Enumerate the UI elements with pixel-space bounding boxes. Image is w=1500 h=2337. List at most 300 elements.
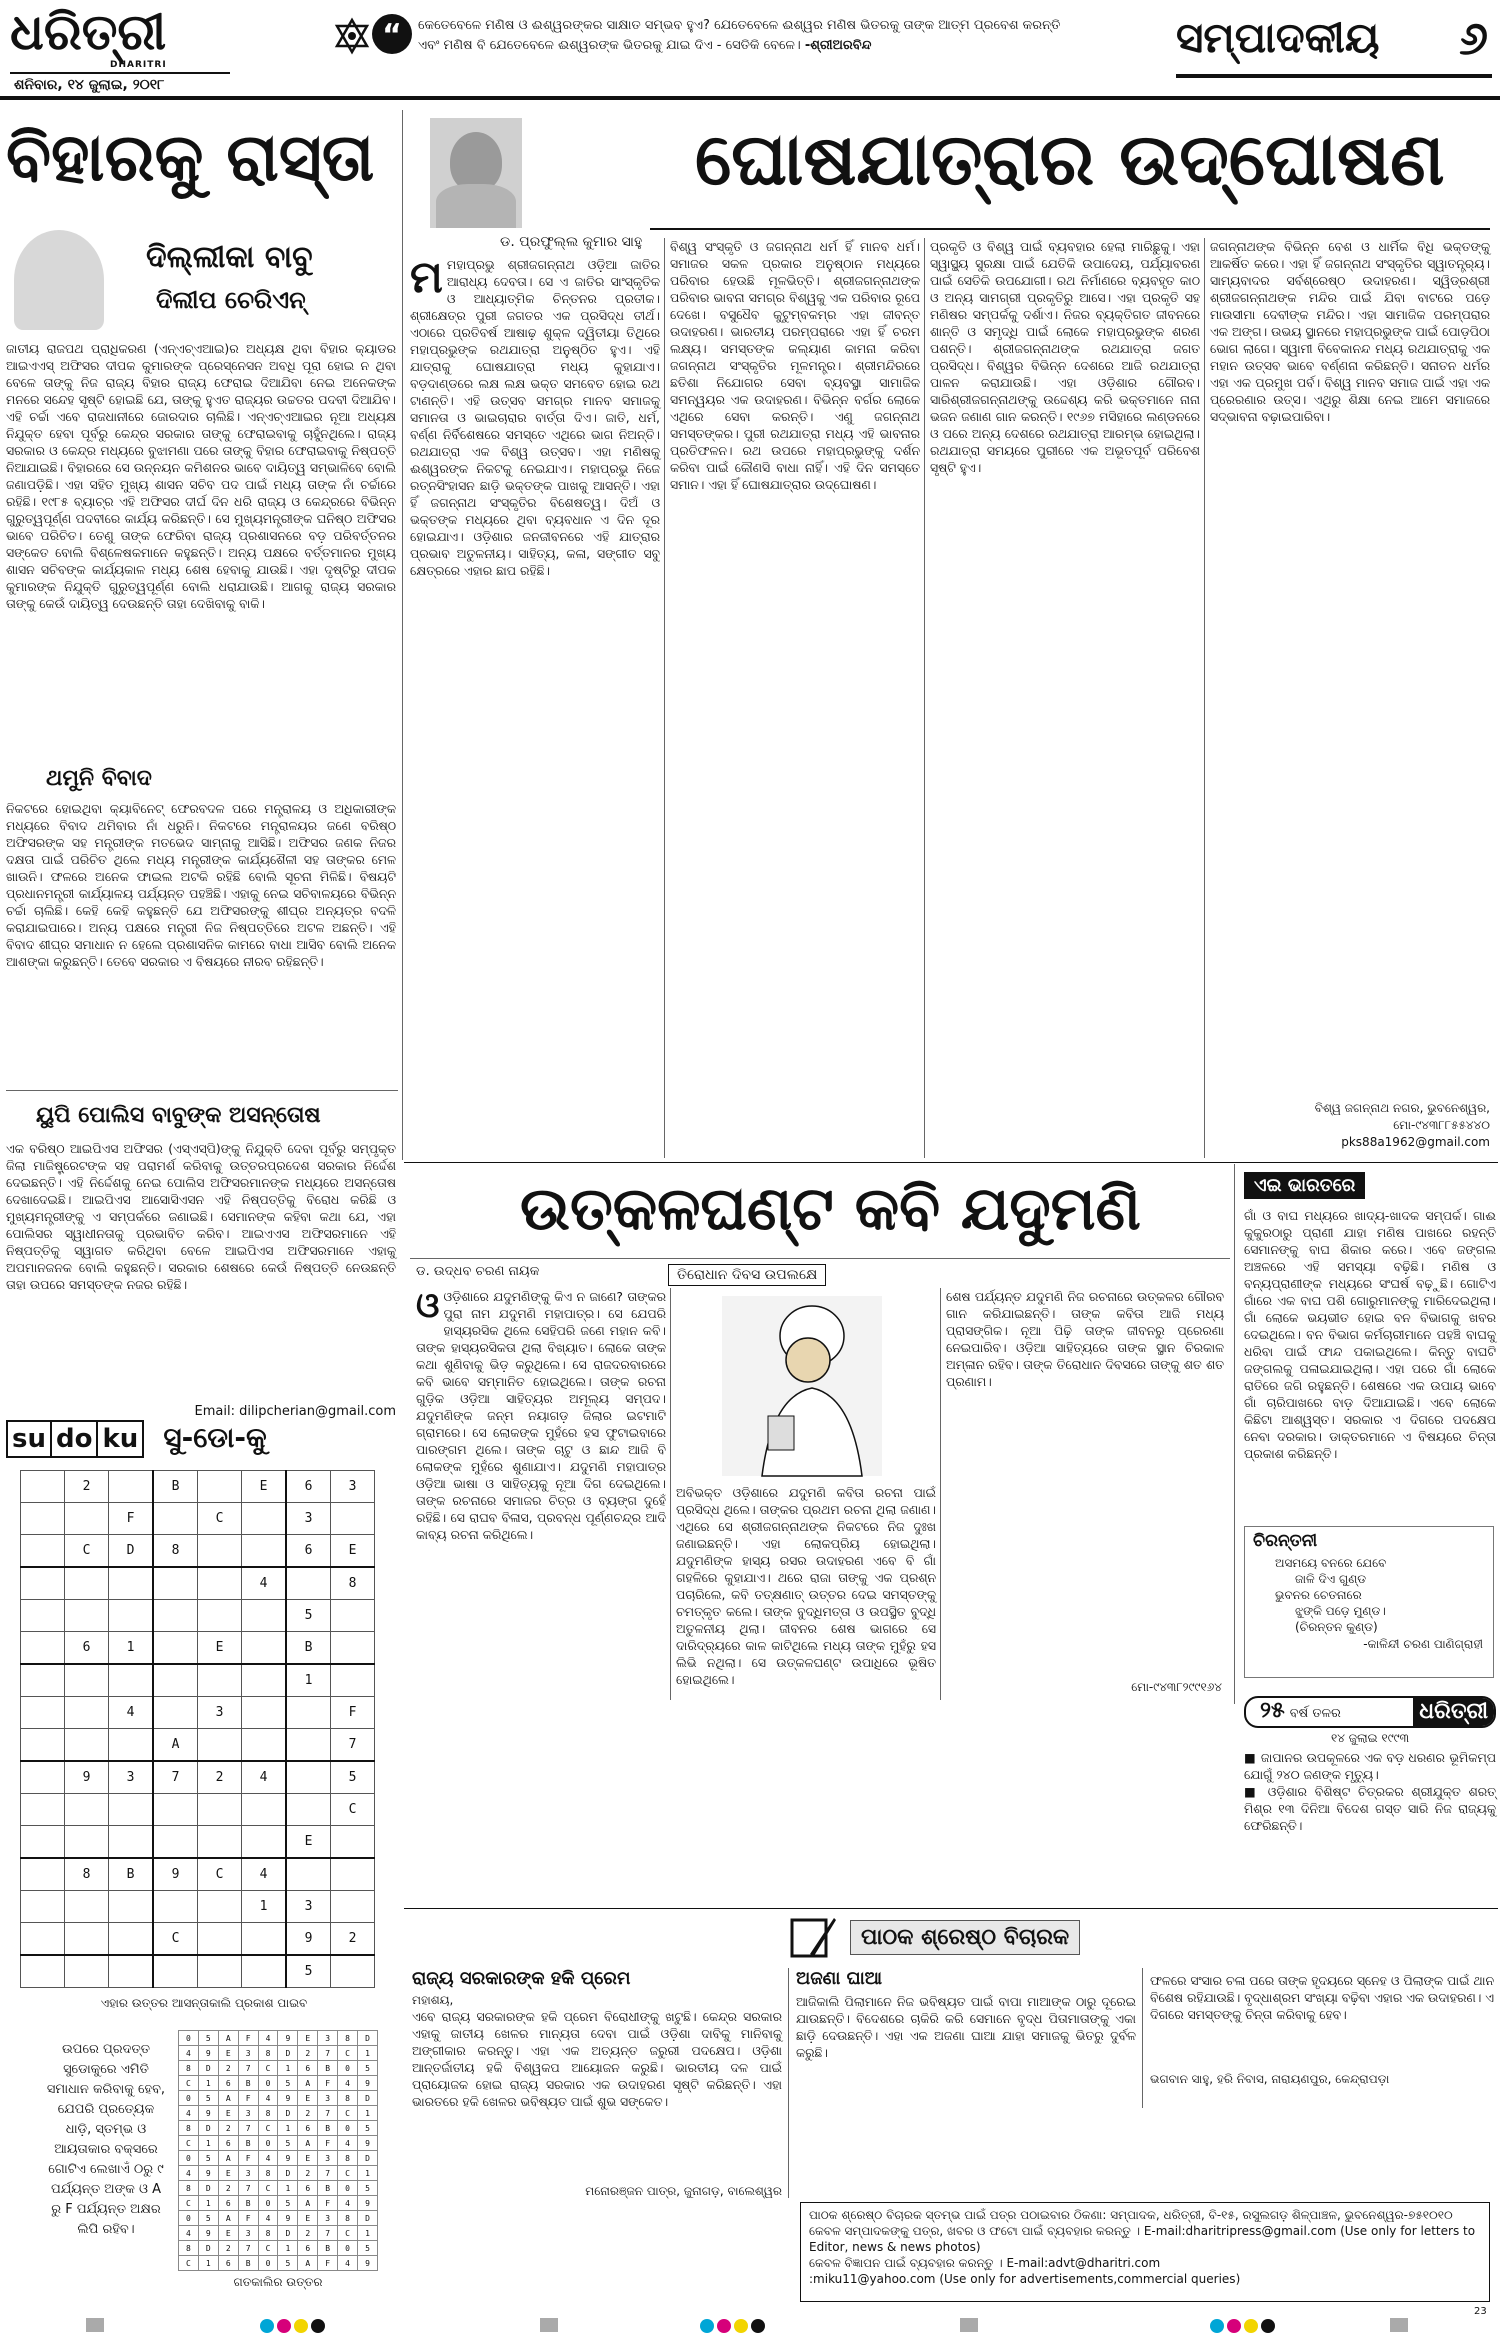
sudoku-cell[interactable]: 4: [242, 1761, 287, 1794]
main-col-b: ବିଶ୍ୱ ସଂସ୍କୃତି ଓ ଜଗନ୍ନାଥ ଧର୍ମ ହିଁ ମାନବ ଧର୍ମ। ସମାଜର ସକଳ ପ୍ରକାର ଅନୁଷ୍ଠାନ ମଧ୍ୟରେ ପରିବାର ହେଉଛି ମୂଳଭିତ୍ତି। ଶ୍ରୀଜଗନ୍ନାଥଙ୍କ ପରିବାର ଭାବନା ସମଗ୍ର ବିଶ୍ୱକୁ ଏକ ପରିବାର ରୂପେ ଦେଖେ। ବସୁଧୈବ କୁଟୁମ୍ବକମ୍‌ର ଏହା ଜୀବନ୍ତ ଉଦାହରଣ। ଭାରତୀୟ ପରମ୍ପରାରେ ଏହା ହିଁ ଚରମ ଲକ୍ଷ୍ୟ। ସମସ୍ତଙ୍କ କଲ୍ୟାଣ କାମନା କରିବା ଜଗନ୍ନାଥ ସଂସ୍କୃତିର ମୂଳମନ୍ତ୍ର। ଶ୍ରୀମନ୍ଦିରରେ ଛତିଶା ନିଯୋଗର ସେବା ବ୍ୟବସ୍ଥା ସାମାଜିକ ସମନ୍ୱୟର ଏକ ଉଦାହରଣ। ବିଭିନ୍ନ ବର୍ଗର ଲୋକେ ଏଥିରେ ସେବା କରନ୍ତି। ଏଣୁ ଜଗନ୍ନାଥ ସମସ୍ତଙ୍କର। ପୁରୀ ରଥଯାତ୍ରା ମଧ୍ୟ ଏହି ଭାବନାର ପ୍ରତିଫଳନ। ରଥ ଉପରେ ମହାପ୍ରଭୁଙ୍କୁ ଦର୍ଶନ କରିବା ପାଇଁ କୌଣସି ବାଧା ନାହିଁ। ଏହି ଦିନ ସମସ୍ତେ ସମାନ। ଏହା ହିଁ ଘୋଷଯାତ୍ରାର ଉଦ୍‌ଘୋଷଣ।: [670, 239, 920, 492]
sudoku-cell[interactable]: [65, 1503, 109, 1535]
letter-1-salute: ମହାଶୟ,: [412, 1993, 454, 2007]
headline-bihar: ବିହାରକୁ ରାସ୍ତା: [6, 119, 375, 196]
main-byline: ଡ. ପ୍ରଫୁଲ୍ଲ କୁମାର ସାହୁ: [500, 234, 643, 250]
chirantani-author: -କାଳିନ୍ଦୀ ଚରଣ ପାଣିଗ୍ରାହୀ: [1363, 1637, 1483, 1651]
sudoku-cell[interactable]: 1: [109, 1632, 154, 1665]
sudoku-cell[interactable]: [21, 1567, 65, 1600]
solution-cell: D: [198, 2121, 218, 2136]
sudoku-row: [21, 1567, 375, 1600]
sudoku-cell[interactable]: [286, 1697, 331, 1729]
sudoku-cell[interactable]: 6: [65, 1632, 109, 1665]
sudoku-row: [21, 1826, 375, 1859]
solution-cell: D: [278, 2106, 298, 2121]
sudoku-cell[interactable]: [21, 1923, 65, 1956]
sudoku-cell[interactable]: [109, 1567, 154, 1600]
sudoku-cell[interactable]: [153, 1632, 198, 1665]
solution-cell: D: [198, 2241, 218, 2256]
solution-cell: F: [238, 2211, 258, 2226]
letter-2-title: ଅଜଣା ଘାଆ: [796, 1968, 883, 1989]
sudoku-cell[interactable]: [21, 1761, 65, 1794]
letter-2: [796, 1968, 1136, 2188]
solution-row: [179, 2076, 378, 2091]
sudoku-cell[interactable]: C: [198, 1858, 242, 1891]
solution-cell: 3: [238, 2046, 258, 2061]
sudoku-cell[interactable]: [153, 1664, 198, 1697]
sudoku-cell[interactable]: [65, 1567, 109, 1600]
solution-cell: E: [298, 2151, 318, 2166]
date-bar: [10, 72, 230, 98]
solution-cell: 5: [278, 2196, 298, 2211]
sudoku-cell[interactable]: [286, 1858, 331, 1891]
sudoku-cell[interactable]: 6: [286, 1535, 331, 1568]
sudoku-cell[interactable]: [65, 1794, 109, 1826]
sudoku-cell[interactable]: [286, 1567, 331, 1600]
solution-cell: 0: [338, 2061, 358, 2076]
solution-cell: 0: [258, 2076, 278, 2091]
sudoku-row: [21, 1697, 375, 1729]
solution-cell: A: [298, 2136, 318, 2151]
sudoku-cell[interactable]: C: [65, 1535, 109, 1568]
sudoku-cell[interactable]: 5: [286, 1600, 331, 1632]
notice-email-1: କେବଳ ସମ୍ପାଦକଙ୍କୁ ପତ୍ର, ଖବର ଓ ଫଟୋ ପାଇଁ ବ୍ୟବହାର କରନ୍ତୁ । E-mail:dharitripress@gmail.com (Use only for letters to Editor, news & news photos): [809, 2224, 1476, 2254]
solution-cell: E: [218, 2226, 238, 2241]
solution-cell: 8: [338, 2211, 358, 2226]
solution-cell: 4: [179, 2226, 199, 2241]
solution-cell: A: [218, 2211, 238, 2226]
masthead: [0, 0, 1500, 95]
solution-cell: B: [238, 2256, 258, 2271]
sudoku-cell[interactable]: [331, 1858, 375, 1891]
solution-cell: 1: [198, 2136, 218, 2151]
notice-address: ପାଠକ ଶ୍ରେଷ୍ଠ ବିଚାରକ ସ୍ତମ୍ଭ ପାଇଁ ପତ୍ର ପଠାଇବାର ଠିକଣା: ସମ୍ପାଦକ, ଧରିତ୍ରୀ, ବି-୧୫, ରସୁଲଗଡ଼ ଶିଳ୍ପାଞ୍ଚଳ, ଭୁବନେଶ୍ୱର-୭୫୧୦୧୦: [809, 2208, 1453, 2222]
solution-cell: C: [338, 2166, 358, 2181]
sudoku-cell[interactable]: 3: [286, 1891, 331, 1923]
poet-headline: ଉତ୍କଳଘଣ୍ଟ କବି ଯଦୁମଣି: [520, 1174, 1141, 1244]
solution-cell: 6: [298, 2181, 318, 2196]
solution-cell: 9: [358, 2196, 378, 2211]
solution-cell: A: [298, 2256, 318, 2271]
sudoku-cell[interactable]: 4: [242, 1567, 287, 1600]
sudoku-cell[interactable]: [198, 1567, 242, 1600]
sudoku-cell[interactable]: C: [331, 1794, 375, 1826]
sudoku-cell[interactable]: 2: [65, 1471, 109, 1503]
sudoku-cell[interactable]: [242, 1826, 287, 1859]
sudoku-cell[interactable]: [242, 1697, 287, 1729]
sudoku-row: [21, 1923, 375, 1956]
solution-cell: 1: [278, 2241, 298, 2256]
sudoku-title-ku: ku: [98, 1420, 144, 1458]
sudoku-cell[interactable]: [21, 1858, 65, 1891]
solution-cell: 8: [179, 2181, 199, 2196]
solution-cell: 5: [198, 2091, 218, 2106]
solution-cell: 6: [218, 2136, 238, 2151]
sudoku-cell[interactable]: 1: [242, 1891, 287, 1923]
sudoku-title-odia: ସୁ-ଡୋ-କୁ: [163, 1421, 267, 1454]
solution-cell: 1: [358, 2226, 378, 2241]
years-ago-num: ୨୫: [1260, 1698, 1285, 1723]
solution-cell: D: [278, 2046, 298, 2061]
solution-cell: E: [218, 2046, 238, 2061]
sudoku-cell[interactable]: [21, 1794, 65, 1826]
registration-bar: [0, 2318, 1500, 2334]
sudoku-cell[interactable]: C: [153, 1923, 198, 1956]
years-ago-item-2: ■ ଓଡ଼ିଶାର ବିଶିଷ୍ଟ ଚିତ୍ରକର ଶ୍ରୀଯୁକ୍ତ ଶରତ୍ ମିଶ୍ର ୧୩ ଦିନିଆ ବିଦେଶ ଗସ୍ତ ସାରି ନିଜ ରାଜ୍ୟକୁ ଫେରିଛନ୍ତି।: [1244, 1784, 1496, 1833]
sudoku-cell[interactable]: [21, 1600, 65, 1632]
subhead-up-police: ୟୁପି ପୋଲିସ ବାବୁଙ୍କ ଅସନ୍ତୋଷ: [36, 1103, 321, 1128]
notice-email-3: :miku11@yahoo.com (Use only for advertisements,commercial queries): [809, 2272, 1241, 2286]
sudoku-cell[interactable]: 9: [286, 1923, 331, 1956]
sudoku-cell[interactable]: [242, 1600, 287, 1632]
sudoku-cell[interactable]: [331, 1955, 375, 1988]
sudoku-cell[interactable]: F: [109, 1503, 154, 1535]
sudoku-solution: [178, 2030, 378, 2289]
solution-cell: 0: [258, 2256, 278, 2271]
reader-title: ପାଠକ ଶ୍ରେଷ୍ଠ ବିଚାରକ: [850, 1920, 1080, 1955]
sudoku-cell[interactable]: [65, 1600, 109, 1632]
gray-patch-1: [86, 2318, 104, 2332]
sudoku-cell[interactable]: [242, 1794, 287, 1826]
sudoku-cell[interactable]: [331, 1632, 375, 1665]
sudoku-cell[interactable]: [109, 1729, 154, 1762]
sudoku-cell[interactable]: [109, 1923, 154, 1956]
sudoku-cell[interactable]: 7: [331, 1729, 375, 1762]
sudoku-cell[interactable]: B: [153, 1471, 198, 1503]
sudoku-cell[interactable]: [242, 1632, 287, 1665]
solution-cell: 6: [298, 2241, 318, 2256]
sudoku-cell[interactable]: D: [109, 1535, 154, 1568]
sudoku-cell[interactable]: 9: [65, 1761, 109, 1794]
solution-row: [179, 2031, 378, 2046]
solution-cell: A: [298, 2196, 318, 2211]
solution-cell: 0: [338, 2181, 358, 2196]
solution-cell: 0: [179, 2151, 199, 2166]
sudoku-cell[interactable]: [153, 1891, 198, 1923]
section-title: ସମ୍ପାଦକୀୟ: [1176, 13, 1380, 62]
sudoku-cell[interactable]: B: [109, 1858, 154, 1891]
sudoku-cell[interactable]: [153, 1794, 198, 1826]
sudoku-cell[interactable]: 2: [331, 1923, 375, 1956]
main-col-a: ମ ମହାପ୍ରଭୁ ଶ୍ରୀଜଗନ୍ନାଥ ଓଡ଼ିଆ ଜାତିର ଆରାଧ୍ୟ ଦେବତା। ସେ ଏ ଜାତିର ସାଂସ୍କୃତିକ ଓ ଆଧ୍ୟାତ୍ମିକ ଚିନ୍ତନର ପ୍ରତୀକ। ଶ୍ରୀକ୍ଷେତ୍ର ପୁରୀ ଜଗତର ଏକ ପ୍ରସିଦ୍ଧ ତୀର୍ଥ। ଏଠାରେ ପ୍ରତିବର୍ଷ ଆଷାଢ଼ ଶୁକ୍ଳ ଦ୍ୱିତୀୟା ତିଥିରେ ମହାପ୍ରଭୁଙ୍କ ରଥଯାତ୍ରା ଅନୁଷ୍ଠିତ ହୁଏ। ଏହି ଯାତ୍ରାକୁ ଘୋଷଯାତ୍ରା ମଧ୍ୟ କୁହାଯାଏ। ବଡ଼ଦାଣ୍ଡରେ ଲକ୍ଷ ଲକ୍ଷ ଭକ୍ତ ସମବେତ ହୋଇ ରଥ ଟାଣନ୍ତି। ଏହି ଉତ୍ସବ ସମଗ୍ର ମାନବ ସମାଜକୁ ସମାନତା ଓ ଭାଇଚାରାର ବାର୍ତ୍ତା ଦିଏ। ଜାତି, ଧର୍ମ, ବର୍ଣ୍ଣ ନିର୍ବିଶେଷରେ ସମସ୍ତେ ଏଥିରେ ଭାଗ ନିଅନ୍ତି। ରଥଯାତ୍ରା ଏକ ବିଶ୍ୱ ଉତ୍ସବ। ଏହା ମଣିଷକୁ ଈଶ୍ୱରଙ୍କ ନିକଟକୁ ନେଇଯାଏ। ମହାପ୍ରଭୁ ନିଜେ ରତ୍ନସିଂହାସନ ଛାଡ଼ି ଭକ୍ତଙ୍କ ପାଖକୁ ଆସନ୍ତି। ଏହା ହିଁ ଜଗନ୍ନାଥ ସଂସ୍କୃତିର ବିଶେଷତ୍ୱ। ଦିଅଁ ଓ ଭକ୍ତଙ୍କ ମଧ୍ୟରେ ଥିବା ବ୍ୟବଧାନ ଏ ଦିନ ଦୂର ହୋଇଯାଏ। ଓଡ଼ିଶାର ଜନଜୀବନରେ ଏହି ଯାତ୍ରାର ପ୍ରଭାବ ଅତୁଳନୀୟ। ସାହିତ୍ୟ, କଳା, ସଙ୍ଗୀତ ସବୁ କ୍ଷେତ୍ରରେ ଏହାର ଛାପ ରହିଛି।: [410, 252, 660, 578]
sudoku-cell[interactable]: [198, 1729, 242, 1762]
sudoku-cell[interactable]: [109, 1664, 154, 1697]
sudoku-cell[interactable]: [331, 1891, 375, 1923]
solution-row: [179, 2241, 378, 2256]
sudoku-cell[interactable]: [109, 1600, 154, 1632]
sudoku-cell[interactable]: [331, 1664, 375, 1697]
solution-cell: 9: [278, 2031, 298, 2046]
logo: [10, 4, 260, 68]
sudoku-cell[interactable]: 3: [331, 1471, 375, 1503]
sudoku-cell[interactable]: [198, 1664, 242, 1697]
reader-header: [790, 1912, 1150, 1966]
sudoku-cell[interactable]: [153, 1503, 198, 1535]
author-address: ବିଶ୍ୱ ଜଗନ୍ନାଥ ନଗର, ଭୁବନେଶ୍ୱର, ମୋ-୯୪୩୮୮୫୫୪୪୦ pks88a1962@gmail.com: [1314, 1101, 1490, 1149]
solution-cell: D: [358, 2151, 378, 2166]
solution-cell: 9: [198, 2226, 218, 2241]
solution-cell: 2: [298, 2226, 318, 2241]
sudoku-cell[interactable]: 3: [109, 1761, 154, 1794]
solution-row: [179, 2181, 378, 2196]
sudoku-cell[interactable]: [331, 1503, 375, 1535]
sudoku-row: [21, 1794, 375, 1826]
solution-cell: 1: [198, 2076, 218, 2091]
solution-cell: 5: [358, 2121, 378, 2136]
solution-cell: 5: [198, 2211, 218, 2226]
sudoku-cell[interactable]: [153, 1826, 198, 1859]
sudoku-cell[interactable]: [21, 1697, 65, 1729]
sudoku-cell[interactable]: [65, 1826, 109, 1859]
sudoku-cell[interactable]: [198, 1471, 242, 1503]
solution-cell: 2: [218, 2241, 238, 2256]
page-number: ୬: [1459, 11, 1488, 65]
solution-cell: 5: [278, 2076, 298, 2091]
sudoku-row: [21, 1858, 375, 1891]
letter-1-title: ରାଜ୍ୟ ସରକାରଙ୍କ ହକି ପ୍ରେମ: [412, 1968, 631, 1989]
sudoku-cell[interactable]: E: [286, 1826, 331, 1859]
solution-row: [179, 2106, 378, 2121]
sudoku-cell[interactable]: [242, 1535, 287, 1568]
solution-cell: 2: [298, 2166, 318, 2181]
solution-cell: 7: [318, 2166, 338, 2181]
ei-bharatare-text: ଗାଁ ଓ ବାଘ ମଧ୍ୟରେ ଖାଦ୍ୟ-ଖାଦକ ସମ୍ପର୍କ। ଗାଈ କୁକୁରଠାରୁ ପ୍ରାଣୀ ଯାହା ମଣିଷ ପାଖରେ ରହନ୍ତି ସେମାନଙ୍କୁ ବାଘ ଶିକାର କରେ। ଏବେ ଜଙ୍ଗଲ ଅଞ୍ଚଳରେ ଏହି ସମସ୍ୟା ବଢ଼ିଛି। ମଣିଷ ଓ ବନ୍ୟପ୍ରାଣୀଙ୍କ ମଧ୍ୟରେ ସଂଘର୍ଷ ବଢ଼ୁଛି। ଗୋଟିଏ ଗାଁରେ ଏକ ବାଘ ପଶି ଗୋରୁମାନଙ୍କୁ ମାରିଦେଇଥିଲା। ଗାଁ ଲୋକେ ଭୟଭୀତ ହୋଇ ବନ ବିଭାଗକୁ ଖବର ଦେଇଥିଲେ। ବନ ବିଭାଗ କର୍ମଚାରୀମାନେ ପହଞ୍ଚି ବାଘକୁ ଧରିବା ପାଇଁ ଫାନ୍ଦ ପକାଇଥିଲେ। କିନ୍ତୁ ବାଘଟି ଜଙ୍ଗଲକୁ ପଳାଇଯାଇଥିଲା। ଏହା ପରେ ଗାଁ ଲୋକେ ରାତିରେ ଜଗି ରହୁଛନ୍ତି। ଶେଷରେ ଏକ ଉପାୟ ଭାବେ ଗାଁ ଚାରିପାଖରେ ବାଡ଼ ଦିଆଯାଇଛି। ଏବେ ଲୋକେ କିଛିଟା ଆଶ୍ୱସ୍ତ। ସରକାର ଏ ଦିଗରେ ପଦକ୍ଷେପ ନେବା ଦରକାର। ଡାକ୍ତରମାନେ ଏ ବିଷୟରେ ଚିନ୍ତା ପ୍ରକାଶ କରିଛନ୍ତି।: [1244, 1208, 1496, 1461]
logo-sub: DHARITRI: [110, 60, 167, 70]
sudoku-cell[interactable]: 8: [65, 1858, 109, 1891]
sudoku-cell[interactable]: 1: [286, 1664, 331, 1697]
sudoku-cell[interactable]: [21, 1826, 65, 1859]
sudoku-row: [21, 1955, 375, 1988]
sudoku-cell[interactable]: 4: [109, 1697, 154, 1729]
solution-cell: F: [318, 2136, 338, 2151]
sudoku-cell[interactable]: [65, 1923, 109, 1956]
solution-cell: 8: [258, 2226, 278, 2241]
sudoku-row: [21, 1729, 375, 1762]
solution-cell: 1: [358, 2166, 378, 2181]
solution-cell: 7: [238, 2181, 258, 2196]
solution-cell: 9: [358, 2136, 378, 2151]
sudoku-cell[interactable]: [65, 1955, 109, 1988]
sudoku-cell[interactable]: [21, 1535, 65, 1568]
solution-cell: 8: [179, 2121, 199, 2136]
sudoku-cell[interactable]: 5: [286, 1955, 331, 1988]
solution-cell: A: [218, 2151, 238, 2166]
solution-cell: 2: [298, 2106, 318, 2121]
sudoku-grid: [20, 1470, 402, 1988]
solution-cell: 9: [358, 2256, 378, 2271]
page-folio: 23: [1474, 2306, 1487, 2317]
sudoku-cell[interactable]: [21, 1471, 65, 1503]
solution-cell: D: [358, 2031, 378, 2046]
gray-patch-2: [540, 2318, 558, 2332]
section-header: [1176, 8, 1492, 78]
sudoku-row: [21, 1471, 375, 1503]
sudoku-cell[interactable]: [109, 1955, 154, 1988]
notice-email-2: କେବଳ ବିଜ୍ଞାପନ ପାଇଁ ବ୍ୟବହାର କରନ୍ତୁ । E-mail:advt@dharitri.com: [809, 2256, 1161, 2270]
sudoku-cell[interactable]: [153, 1567, 198, 1600]
sudoku-cell[interactable]: [198, 1955, 242, 1988]
sudoku-cell[interactable]: [153, 1697, 198, 1729]
sudoku-cell[interactable]: [198, 1535, 242, 1568]
sudoku-cell[interactable]: E: [331, 1535, 375, 1568]
sudoku-cell[interactable]: [21, 1664, 65, 1697]
solution-cell: 5: [198, 2031, 218, 2046]
sudoku-cell[interactable]: [331, 1826, 375, 1859]
sudoku-cell[interactable]: C: [198, 1503, 242, 1535]
letter-1-body: ଏବେ ରାଜ୍ୟ ସରକାରଙ୍କ ହକି ପ୍ରେମ ବିରୋଧୀଙ୍କୁ ଖଟୁଛି। କେନ୍ଦ୍ର ସରକାର ଏହାକୁ ଜାତୀୟ ଖେଳର ମାନ୍ୟତା ଦେବା ପାଇଁ ଓଡ଼ିଶା ଦାବିକୁ ମାନିବାକୁ ଅଙ୍ଗୀକାର କରନ୍ତୁ। ଏହା ଏକ ଅତ୍ୟନ୍ତ ଜରୁରୀ ପଦକ୍ଷେପ। ଓଡ଼ିଶା ଆନ୍ତର୍ଜାତୀୟ ହକି ବିଶ୍ୱକପ ଆୟୋଜନ କରୁଛି। ଭାରତୀୟ ଦଳ ପାଇଁ ପ୍ରାୟୋଜକ ହୋଇ ରାଜ୍ୟ ସରକାର ଏକ ଉଦାହରଣ ସୃଷ୍ଟି କରିଛନ୍ତି। ଏହା ଭାରତରେ ହକି ଖେଳର ଭବିଷ୍ୟତ ପାଇଁ ଶୁଭ ସଙ୍କେତ।: [412, 2009, 782, 2109]
sudoku-cell[interactable]: [198, 1794, 242, 1826]
sudoku-cell[interactable]: [109, 1826, 154, 1859]
main-col-d: ଜଗନ୍ନାଥଙ୍କ ବିଭିନ୍ନ ବେଶ ଓ ଧାର୍ମିକ ବିଧି ଭକ୍ତଙ୍କୁ ଆକର୍ଷିତ କରେ। ଏହା ହିଁ ଜଗନ୍ନାଥ ସଂସ୍କୃତିର ସ୍ୱାତନ୍ତ୍ର୍ୟ। ସାମ୍ୟବାଦର ସର୍ବଶ୍ରେଷ୍ଠ ଉଦାହରଣ। ସ୍ୱିଡ୍ରଶ୍ରୀ ଶ୍ରୀଜଗନ୍ନାଥଙ୍କ ମନ୍ଦିର ପାଇଁ ଯିବା ବାଟରେ ପଡ଼େ ମାଉସୀମା ଦେବୀଙ୍କ ମନ୍ଦିର। ଏହା ସାମାଜିକ ପରମ୍ପରାର ଏକ ଅଙ୍ଗ। ଉଭୟ ସ୍ଥାନରେ ମହାପ୍ରଭୁଙ୍କ ପାଇଁ ପୋଡ଼ପିଠା ଭୋଗ ଲାଗେ। ସ୍ୱାମୀ ବିବେକାନନ୍ଦ ମଧ୍ୟ ରଥଯାତ୍ରାକୁ ଏକ ମହାନ ଉତ୍ସବ ଭାବେ ବର୍ଣ୍ଣନା କରିଛନ୍ତି। ସନାତନ ଧର୍ମର ଏହା ଏକ ପ୍ରମୁଖ ପର୍ବ। ବିଶ୍ୱ ମାନବ ସମାଜ ପାଇଁ ଏହା ଏକ ପ୍ରେରଣାର ଉତ୍ସ। ଏଥିରୁ ଶିକ୍ଷା ନେଇ ଆମେ ସମାଜରେ ସଦ୍‌ଭାବନା ବଢ଼ାଇପାରିବା।: [1210, 239, 1490, 424]
sudoku-cell[interactable]: [242, 1664, 287, 1697]
years-ago-date: ୧୪ ଜୁଲାଇ ୧୯୯୩: [1330, 1731, 1410, 1745]
sudoku-cell[interactable]: [21, 1955, 65, 1988]
subhead-thamuni: ଥମୁନି ବିବାଦ: [46, 766, 152, 791]
sudoku-cell[interactable]: [331, 1600, 375, 1632]
poet-col-c: ଶେଷ ପର୍ଯ୍ୟନ୍ତ ଯଦୁମଣି ନିଜ ରଚନାରେ ଉତ୍କଳର ଗୌରବ ଗାନ କରିଯାଇଛନ୍ତି। ତାଙ୍କ କବିତା ଆଜି ମଧ୍ୟ ପ୍ରାସଙ୍ଗିକ। ନୂଆ ପିଢ଼ି ତାଙ୍କ ଜୀବନରୁ ପ୍ରେରଣା ନେଇପାରିବ। ଓଡ଼ିଆ ସାହିତ୍ୟରେ ତାଙ୍କ ସ୍ଥାନ ଚିରକାଳ ଅମ୍ଳାନ ରହିବ। ତାଙ୍କ ତିରୋଧାନ ଦିବସରେ ତାଙ୍କୁ ଶତ ଶତ ପ୍ରଣାମ।: [946, 1289, 1224, 1389]
sudoku-cell[interactable]: [286, 1761, 331, 1794]
sudoku-cell[interactable]: F: [331, 1697, 375, 1729]
solution-cell: 9: [198, 2046, 218, 2061]
sudoku-row: [21, 1664, 375, 1697]
solution-cell: 3: [238, 2166, 258, 2181]
solution-cell: 9: [278, 2151, 298, 2166]
article-body-2: ନିକଟରେ ହୋଇଥିବା କ୍ୟାବିନେଟ୍ ଫେରବଦଳ ପରେ ମନ୍ତ୍ରାଳୟ ଓ ଅଧିକାରୀଙ୍କ ମଧ୍ୟରେ ବିବାଦ ଥମିବାର ନାଁ ଧରୁନି। ନିକଟରେ ମନ୍ତ୍ରାଳୟର ଜଣେ ବରିଷ୍ଠ ଅଫିସରଙ୍କ ସହ ମନ୍ତ୍ରୀଙ୍କ ମତଭେଦ ସାମ୍ନାକୁ ଆସିଛି। ଅଫିସର ଜଣକ ନିଜର ଦକ୍ଷତା ପାଇଁ ପରିଚିତ ଥିଲେ ମଧ୍ୟ ମନ୍ତ୍ରୀଙ୍କ କାର୍ଯ୍ୟଶୈଳୀ ସହ ତାଙ୍କର ମେଳ ଖାଉନି। ଫଳରେ ଅନେକ ଫାଇଲ ଅଟକି ରହିଛି ବୋଲି ସୂଚନା ମିଳିଛି। ବିଷୟଟି ପ୍ରଧାନମନ୍ତ୍ରୀ କାର୍ଯ୍ୟାଳୟ ପର୍ଯ୍ୟନ୍ତ ପହଞ୍ଚିଛି। ଏହାକୁ ନେଇ ସଚିବାଳୟରେ ବିଭିନ୍ନ ଚର୍ଚ୍ଚା ଚାଲିଛି। କେହି କେହି କହୁଛନ୍ତି ଯେ ଅଫିସରଙ୍କୁ ଶୀଘ୍ର ଅନ୍ୟତ୍ର ବଦଳି କରାଯାଇପାରେ। ଅନ୍ୟ ପକ୍ଷରେ ମନ୍ତ୍ରୀ ନିଜ ନିଷ୍ପତ୍ତିରେ ଅଟଳ ଅଛନ୍ତି। ଏହି ବିବାଦ ଶୀଘ୍ର ସମାଧାନ ନ ହେଲେ ପ୍ରଶାସନିକ କାମରେ ବାଧା ଆସିବ ବୋଲି ଅନେକ ଆଶଙ୍କା କରୁଛନ୍ତି। ତେବେ ସରକାର ଏ ବିଷୟରେ ନୀରବ ରହିଛନ୍ତି।: [6, 801, 396, 969]
solution-cell: F: [238, 2031, 258, 2046]
main-headline: ଘୋଷଯାତ୍ରାର ଉଦ୍‌ଘୋଷଣ: [695, 117, 1445, 201]
solution-cell: C: [338, 2046, 358, 2061]
sudoku-cell[interactable]: [153, 1955, 198, 1988]
sudoku-cell[interactable]: 4: [242, 1858, 287, 1891]
solution-cell: B: [318, 2241, 338, 2256]
sudoku-cell[interactable]: 5: [331, 1761, 375, 1794]
sudoku-cell[interactable]: [198, 1826, 242, 1859]
solution-cell: C: [338, 2226, 358, 2241]
solution-cell: 5: [278, 2136, 298, 2151]
letter-2-body: ଆଜିକାଲି ପିଲାମାନେ ନିଜ ଭବିଷ୍ୟତ ପାଇଁ ବାପା ମାଆଙ୍କ ଠାରୁ ଦୂରେଇ ଯାଉଛନ୍ତି। ବିଦେଶରେ ଚାକିରି କରି ସେମାନେ ବୃଦ୍ଧ ପିତାମାତାଙ୍କୁ ଏକା ଛାଡ଼ି ଦେଉଛନ୍ତି। ଏହା ଏକ ଅଜଣା ଘାଆ ଯାହା ସମାଜକୁ ଭିତରୁ ଦୁର୍ବଳ କରୁଛି।: [796, 1994, 1136, 2060]
sudoku-cell[interactable]: 3: [198, 1697, 242, 1729]
sudoku-cell[interactable]: 8: [153, 1535, 198, 1568]
letter-2-author: ଭଗବାନ ସାହୁ, ହରି ନିବାସ, ନାରାୟଣପୁର, କେନ୍ଦ୍ରାପଡ଼ା: [1150, 2072, 1390, 2086]
poet-occasion: ତିରୋଧାନ ଦିବସ ଉପଲକ୍ଷେ: [668, 1264, 826, 1286]
solution-cell: 2: [218, 2121, 238, 2136]
solution-cell: 4: [338, 2136, 358, 2151]
sudoku-row: [21, 1761, 375, 1794]
sudoku-cell[interactable]: E: [242, 1471, 287, 1503]
sudoku-instructions: ଉପରେ ପ୍ରଦତ୍ତ ସୁଡୋକୁରେ ଏମିତି ସମାଧାନ କରିବାକୁ ହେବ, ଯେପରି ପ୍ରତ୍ୟେକ ଧାଡ଼ି, ସ୍ତମ୍ଭ ଓ ଆୟତାକାର ବକ୍ସରେ ଗୋଟିଏ ଲେଖାଏଁ ୦ରୁ ୯ ପର୍ଯ୍ୟନ୍ତ ଅଙ୍କ ଓ A ରୁ F ପର୍ଯ୍ୟନ୍ତ ଅକ୍ଷର ଲିପି ରହିବ।: [46, 2042, 166, 2237]
sudoku-title-do: do: [52, 1420, 98, 1458]
solution-cell: 1: [278, 2121, 298, 2136]
sudoku-cell[interactable]: [242, 1955, 287, 1988]
solution-cell: 0: [338, 2121, 358, 2136]
solution-cell: 9: [198, 2166, 218, 2181]
sudoku-cell[interactable]: [242, 1729, 287, 1762]
solution-cell: E: [218, 2106, 238, 2121]
sudoku-cell[interactable]: B: [286, 1632, 331, 1665]
solution-cell: A: [218, 2031, 238, 2046]
columnist-photo: [14, 230, 104, 330]
sudoku-cell[interactable]: [21, 1503, 65, 1535]
solution-cell: A: [298, 2076, 318, 2091]
solution-cell: 6: [298, 2121, 318, 2136]
sudoku-cell[interactable]: 2: [198, 1761, 242, 1794]
quote-mark-icon: “: [372, 14, 412, 54]
sudoku-cell[interactable]: [242, 1503, 287, 1535]
solution-row: [179, 2046, 378, 2061]
sudoku-cell[interactable]: [109, 1794, 154, 1826]
sudoku-cell[interactable]: A: [153, 1729, 198, 1762]
sudoku-cell[interactable]: [198, 1891, 242, 1923]
solution-cell: 4: [179, 2166, 199, 2181]
sudoku-cell[interactable]: [286, 1794, 331, 1826]
years-ago-label: ବର୍ଷ ତଳର: [1289, 1706, 1341, 1721]
sudoku-cell[interactable]: [21, 1891, 65, 1923]
years-ago-header: [1244, 1696, 1496, 1728]
sudoku-cell[interactable]: [109, 1471, 154, 1503]
solution-cell: D: [278, 2166, 298, 2181]
sudoku-cell[interactable]: E: [198, 1632, 242, 1665]
solution-cell: 8: [179, 2241, 199, 2256]
solution-cell: 0: [338, 2241, 358, 2256]
sudoku-cell[interactable]: 3: [286, 1503, 331, 1535]
sudoku-cell[interactable]: [153, 1600, 198, 1632]
sudoku-cell[interactable]: [198, 1923, 242, 1956]
sudoku-row: [21, 1600, 375, 1632]
solution-cell: 7: [238, 2241, 258, 2256]
sudoku-cell[interactable]: [109, 1891, 154, 1923]
sudoku-cell[interactable]: 6: [286, 1471, 331, 1503]
solution-cell: B: [318, 2181, 338, 2196]
letter-1-author: ମନୋରଞ୍ଜନ ପାତ୍ର, ଜୁନାଗଡ଼, ବାଲେଶ୍ୱର: [585, 2184, 782, 2198]
poet-illustration: [722, 1296, 882, 1476]
sudoku-cell[interactable]: [21, 1729, 65, 1762]
solution-cell: 9: [278, 2211, 298, 2226]
solution-caption: ଗତକାଲିର ଉତ୍ତର: [233, 2275, 323, 2289]
solution-cell: 0: [179, 2211, 199, 2226]
quote-author: -ଶ୍ରୀଅରବିନ୍ଦ: [804, 38, 872, 53]
solution-cell: A: [218, 2091, 238, 2106]
sudoku-cell[interactable]: [65, 1891, 109, 1923]
quote-star-icon: [334, 18, 370, 54]
sudoku-cell[interactable]: 7: [153, 1761, 198, 1794]
solution-row: [179, 2256, 378, 2271]
solution-cell: 1: [278, 2061, 298, 2076]
solution-cell: 5: [358, 2241, 378, 2256]
solution-cell: C: [179, 2136, 199, 2151]
drop-cap: ମ: [410, 252, 443, 303]
sudoku-row: [21, 1632, 375, 1665]
solution-cell: C: [258, 2121, 278, 2136]
gray-patch-3: [960, 2318, 978, 2332]
sudoku-cell[interactable]: [21, 1632, 65, 1665]
sudoku-cell[interactable]: [65, 1729, 109, 1762]
sudoku-cell[interactable]: [242, 1923, 287, 1956]
sudoku-cell[interactable]: [198, 1600, 242, 1632]
cmyk-dots-2: [700, 2318, 768, 2337]
sudoku-cell[interactable]: [65, 1664, 109, 1697]
sudoku-cell[interactable]: [286, 1729, 331, 1762]
sudoku-cell[interactable]: 8: [331, 1567, 375, 1600]
solution-cell: 7: [238, 2061, 258, 2076]
letter-1: [412, 1968, 782, 2268]
poet-drop-cap: ଓ: [416, 1286, 440, 1326]
solution-cell: C: [179, 2076, 199, 2091]
solution-cell: C: [258, 2241, 278, 2256]
solution-cell: 1: [278, 2181, 298, 2196]
solution-cell: 0: [179, 2091, 199, 2106]
sudoku-cell[interactable]: 9: [153, 1858, 198, 1891]
sudoku-cell[interactable]: [65, 1697, 109, 1729]
solution-cell: 4: [179, 2106, 199, 2121]
